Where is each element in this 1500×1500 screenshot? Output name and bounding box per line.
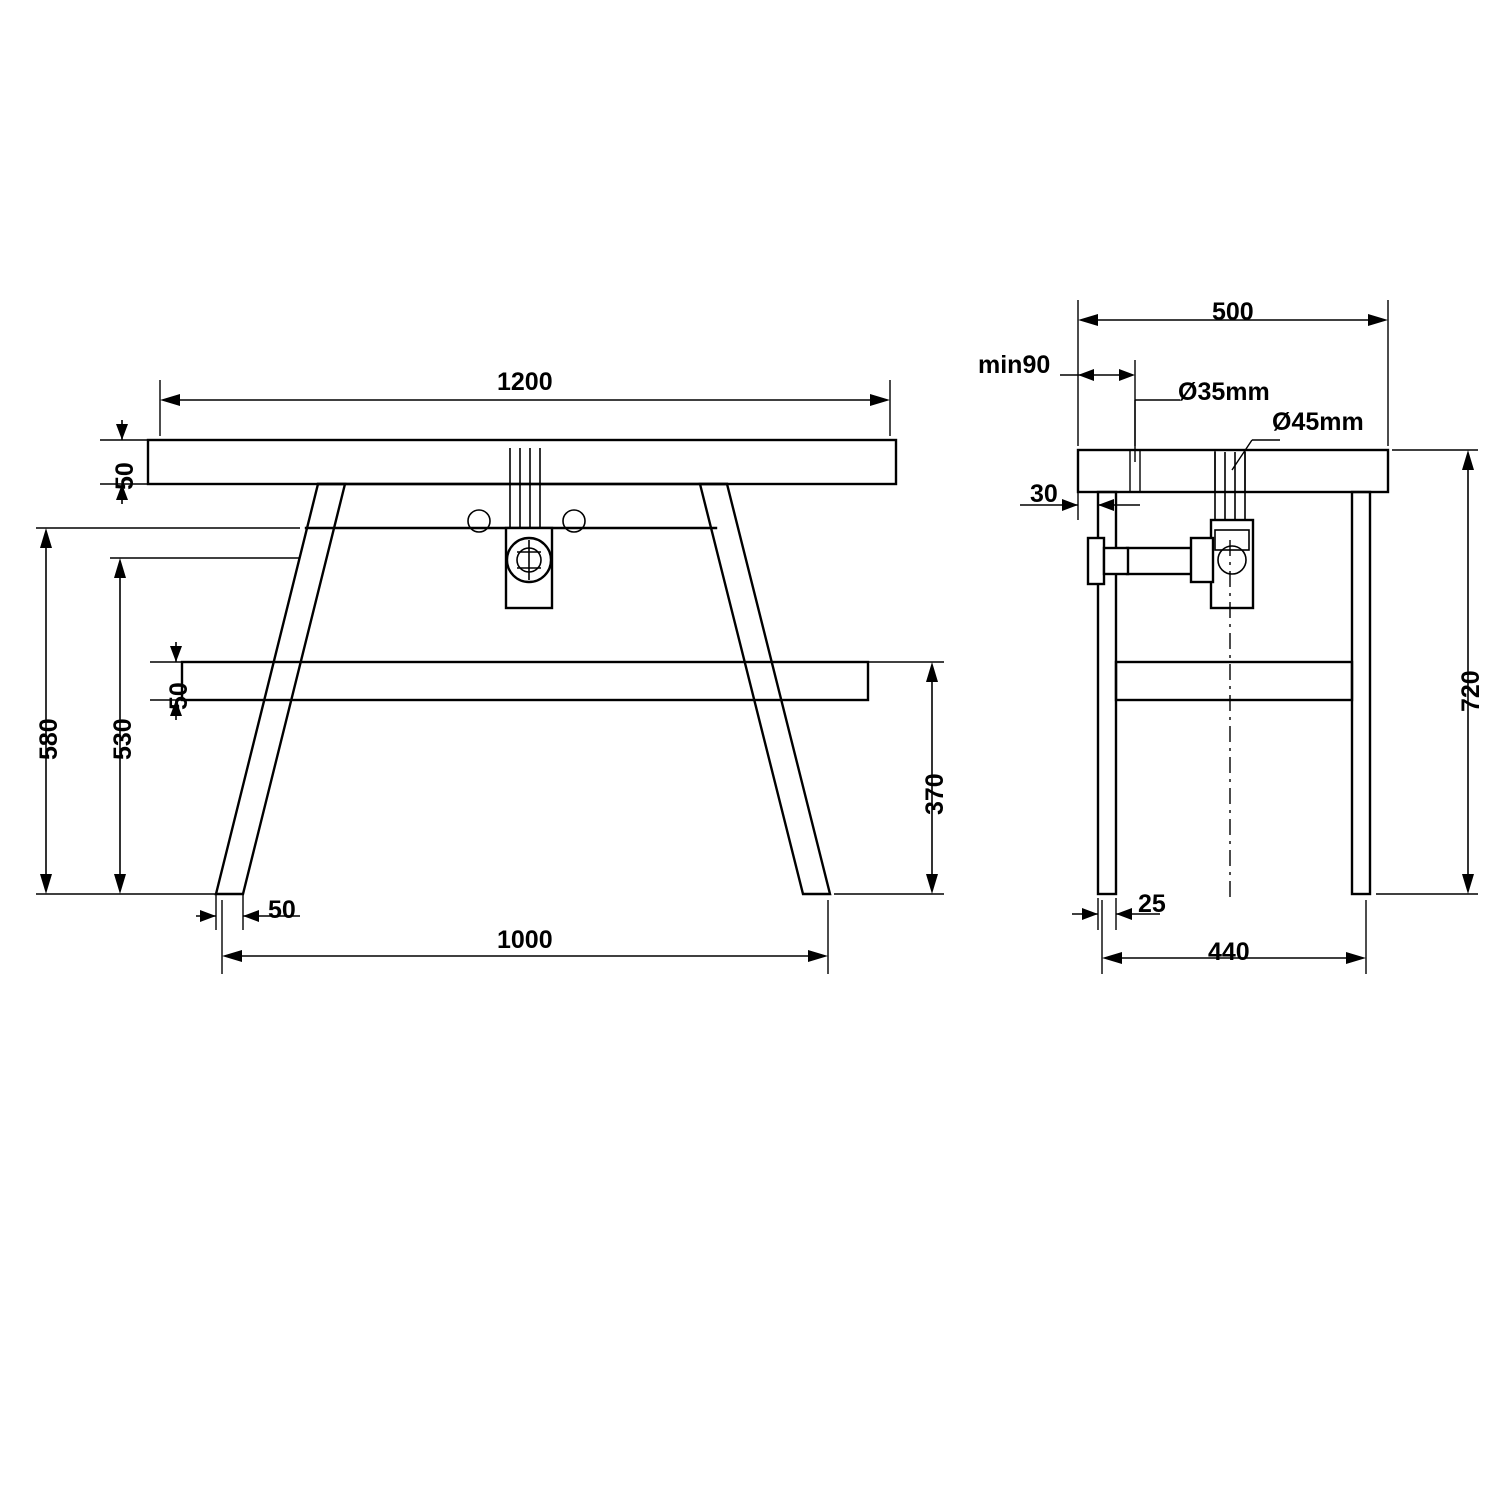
dim-label-side-leg-span: 440 — [1208, 938, 1250, 966]
front-view-siphon — [506, 448, 552, 608]
dim-label-side-overall-height: 720 — [1457, 670, 1485, 712]
side-view-siphon — [1088, 452, 1253, 608]
dim-label-front-rail-height: 370 — [921, 773, 949, 815]
dim-label-side-min-offset: min90 — [978, 351, 1051, 379]
leader-hole-45 — [1232, 440, 1280, 470]
dim-label-front-rail-thickness: 50 — [165, 682, 193, 710]
dim-label-front-foot-offset: 50 — [268, 896, 296, 924]
dim-label-front-top-thickness: 50 — [111, 462, 139, 490]
dim-label-front-top-width: 1200 — [497, 368, 553, 396]
dim-side-min90 — [1060, 360, 1135, 446]
dim-label-front-overall-height: 580 — [35, 718, 63, 760]
dim-label-side-leg-offset: 30 — [1030, 480, 1058, 508]
leader-hole-35 — [1135, 400, 1180, 462]
dim-label-front-rail-top-height: 530 — [109, 718, 137, 760]
side-view-tabletop — [1078, 450, 1388, 492]
dim-label-side-foot-offset: 25 — [1138, 890, 1166, 918]
side-view-hole-lines — [1130, 450, 1245, 492]
front-view-right-leg — [700, 484, 830, 894]
dim-label-hole-35: Ø35mm — [1178, 378, 1270, 406]
dim-front-530 — [110, 558, 300, 894]
front-view-upper-rail — [306, 484, 727, 528]
dim-label-side-depth: 500 — [1212, 298, 1254, 326]
dim-label-front-foot-span: 1000 — [497, 926, 553, 954]
front-view-tabletop — [148, 440, 896, 484]
side-view-rail — [1116, 662, 1352, 700]
front-view-lower-rail — [182, 662, 868, 700]
front-view-left-leg — [216, 484, 345, 894]
dim-label-hole-45: Ø45mm — [1272, 408, 1364, 436]
side-view-right-leg — [1352, 492, 1370, 894]
